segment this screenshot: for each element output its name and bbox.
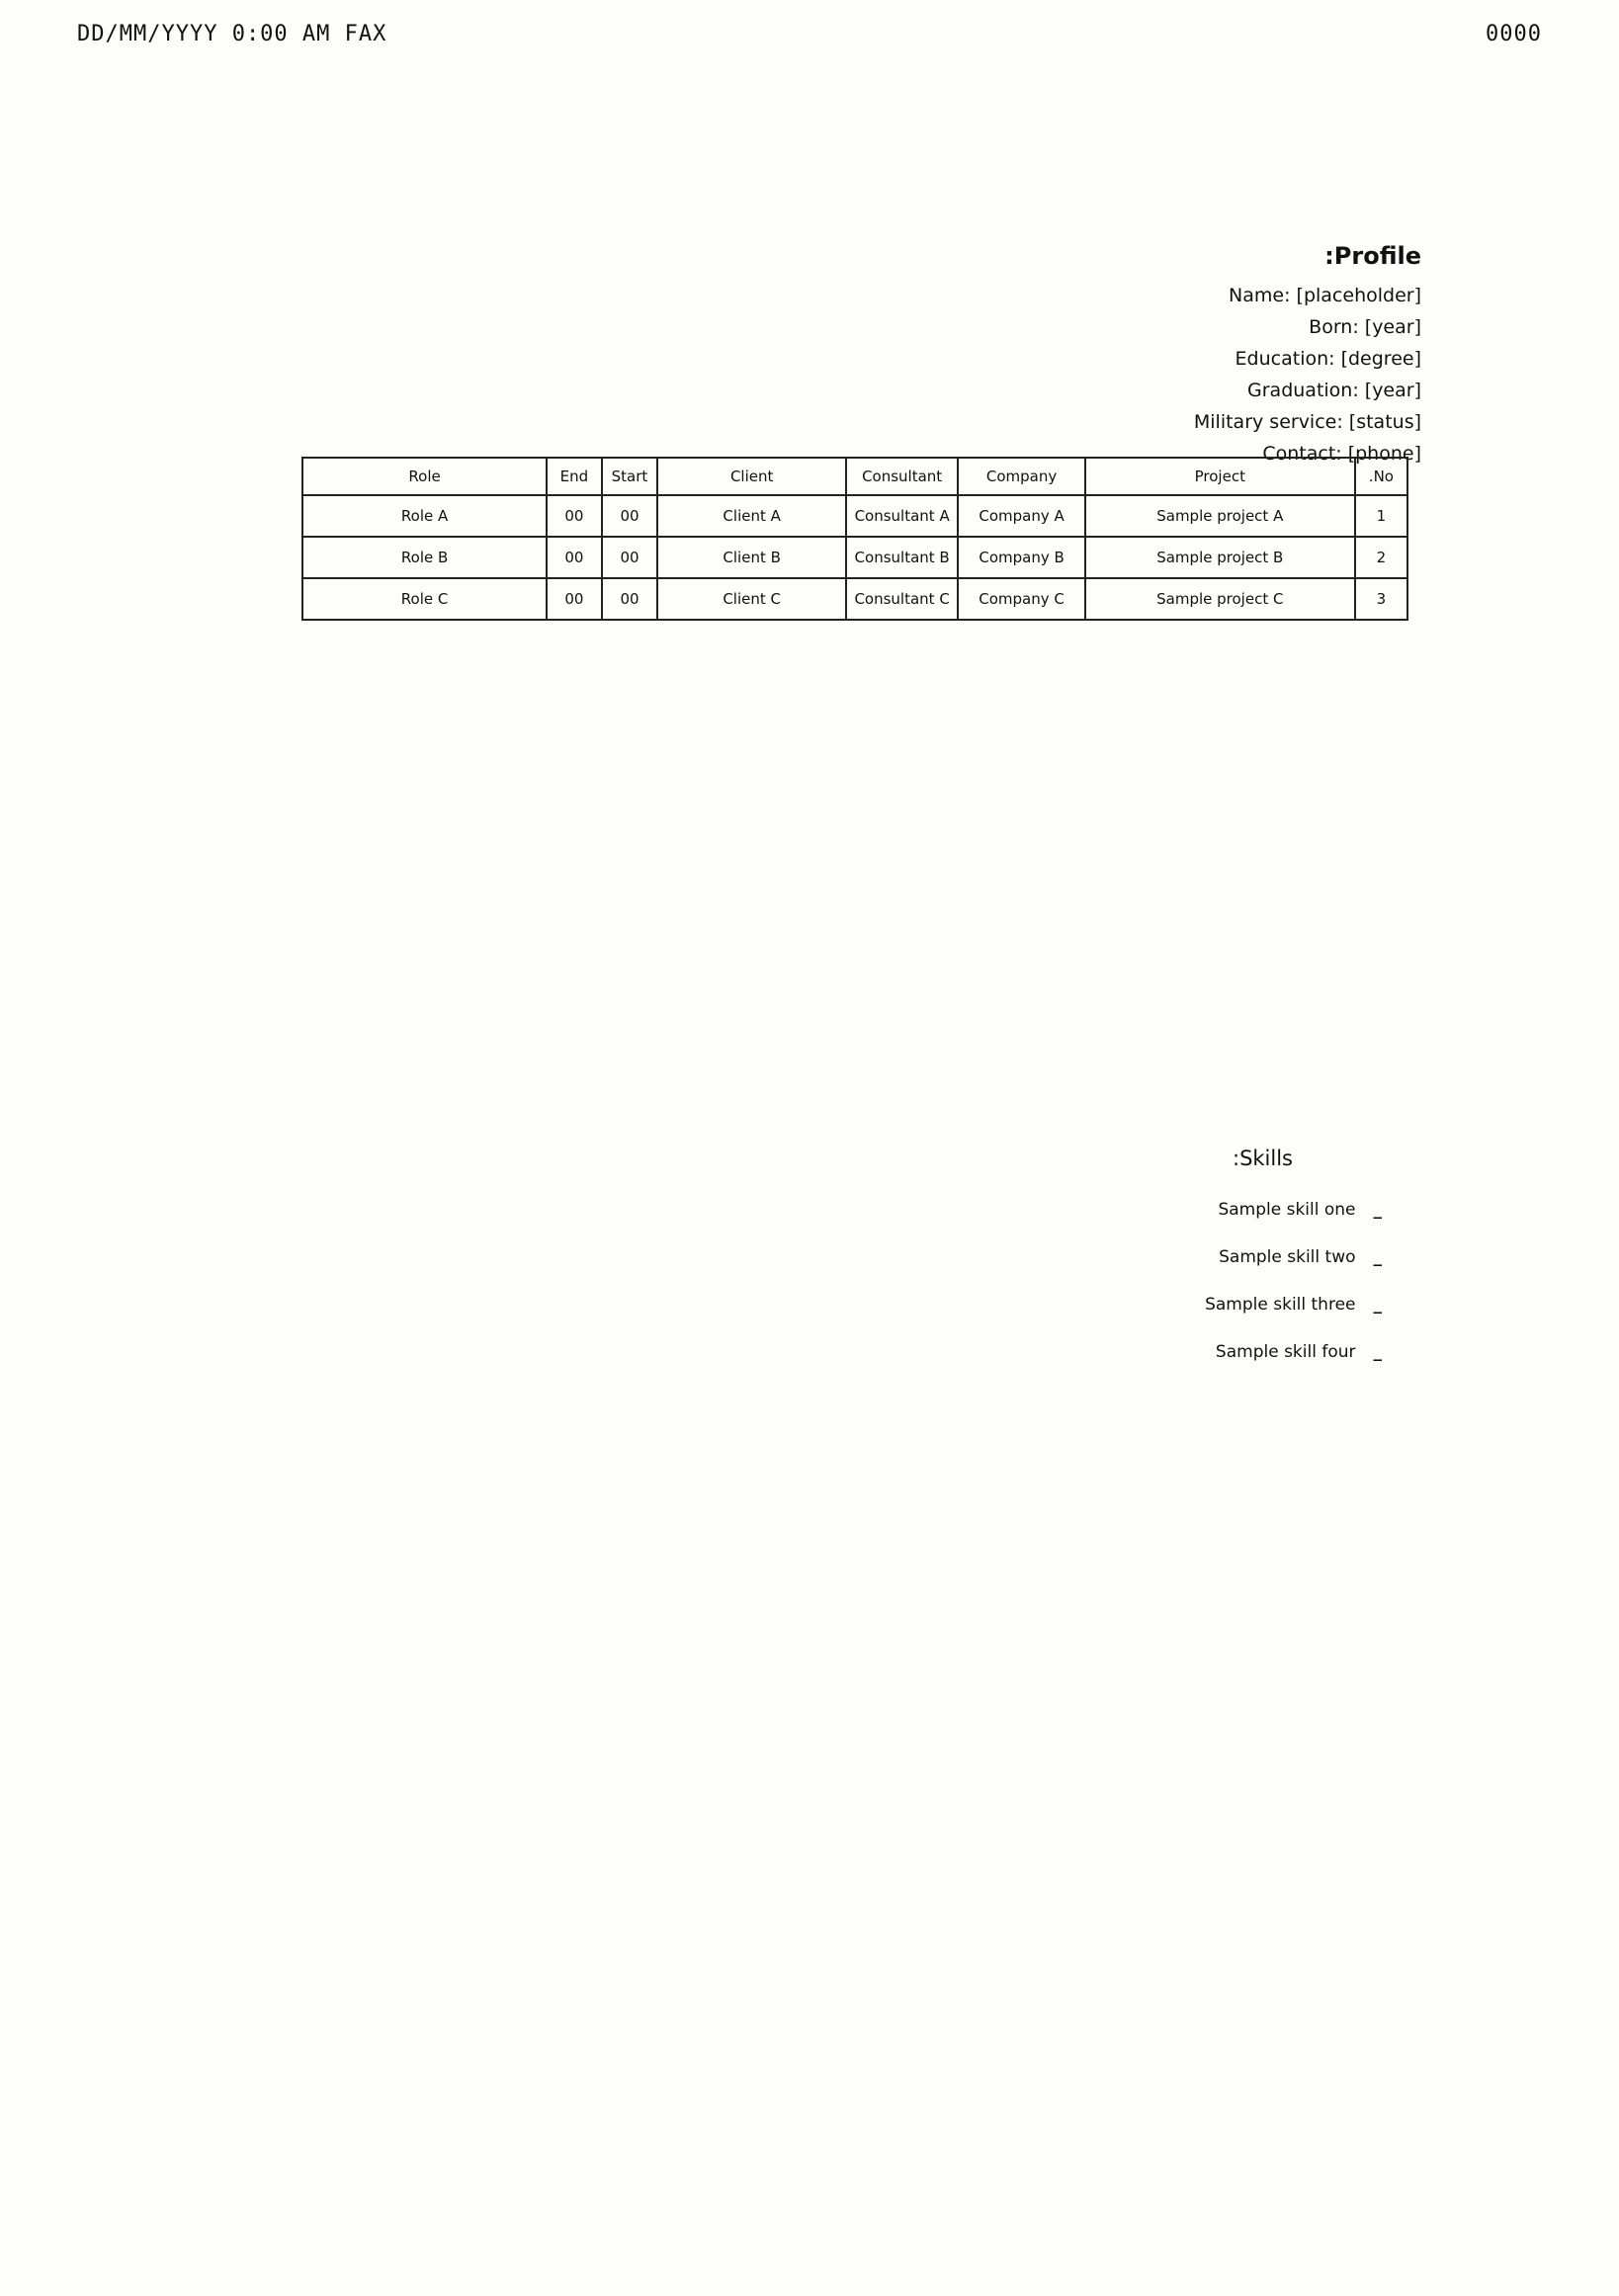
- projects-table-wrap: [301, 457, 1408, 621]
- column-header-project-name: Project: [1085, 458, 1355, 495]
- table-row: [302, 537, 1407, 578]
- column-header-role: Role: [302, 458, 547, 495]
- profile-row: Graduation: [year]: [1247, 380, 1421, 401]
- column-header-row-number: No.: [1355, 458, 1407, 495]
- column-header-company: Company: [958, 458, 1084, 495]
- bullet-dash-icon: _: [1373, 1342, 1382, 1362]
- cell-project-name: Sample project B: [1085, 537, 1355, 578]
- profile-row: Born: [year]: [1309, 316, 1421, 338]
- cell-project-name: Sample project A: [1085, 495, 1355, 537]
- skill-text: Sample skill two: [1219, 1247, 1356, 1267]
- skill-text: Sample skill three: [1205, 1295, 1356, 1315]
- projects-table: [301, 457, 1408, 621]
- skills-title: Skills:: [1232, 1147, 1293, 1170]
- cell-role: Role B: [302, 537, 547, 578]
- column-header-end-year: End: [547, 458, 601, 495]
- cell-row-number: 2: [1355, 537, 1407, 578]
- cell-row-number: 1: [1355, 495, 1407, 537]
- cell-project-name: Sample project C: [1085, 578, 1355, 620]
- bullet-dash-icon: _: [1373, 1200, 1382, 1220]
- skills-section: [492, 1147, 1382, 1376]
- cell-client: Client A: [657, 495, 846, 537]
- cell-start-year: 00: [602, 495, 658, 537]
- cell-client: Client B: [657, 537, 846, 578]
- cell-start-year: 00: [602, 578, 658, 620]
- cell-end-year: 00: [547, 495, 601, 537]
- cell-end-year: 00: [547, 537, 601, 578]
- bullet-dash-icon: _: [1373, 1247, 1382, 1267]
- skill-item: [492, 1186, 1382, 1233]
- fax-page-number: 0000: [1486, 22, 1542, 46]
- skill-text: Sample skill four: [1215, 1342, 1356, 1362]
- column-header-client: Client: [657, 458, 846, 495]
- table-row: [302, 495, 1407, 537]
- fax-header: [77, 22, 1542, 46]
- cell-company: Company C: [958, 578, 1084, 620]
- cell-consultant: Consultant B: [846, 537, 958, 578]
- skill-text: Sample skill one: [1218, 1200, 1356, 1220]
- profile-title: Profile:: [1324, 242, 1421, 270]
- cell-start-year: 00: [602, 537, 658, 578]
- skill-item: [492, 1233, 1382, 1281]
- cell-consultant: Consultant A: [846, 495, 958, 537]
- cell-consultant: Consultant C: [846, 578, 958, 620]
- profile-row: Contact: [phone]: [1262, 443, 1421, 465]
- profile-row: Education: [degree]: [1235, 348, 1421, 370]
- profile-row: Military service: [status]: [1193, 411, 1421, 433]
- cell-role: Role A: [302, 495, 547, 537]
- profile-section: [996, 242, 1421, 469]
- cell-client: Client C: [657, 578, 846, 620]
- profile-row: Name: [placeholder]: [1229, 285, 1421, 306]
- column-header-consultant: Consultant: [846, 458, 958, 495]
- bullet-dash-icon: _: [1373, 1295, 1382, 1315]
- table-row: [302, 578, 1407, 620]
- cell-end-year: 00: [547, 578, 601, 620]
- skill-item: [492, 1281, 1382, 1328]
- fax-timestamp: DD/MM/YYYY 0:00 AM FAX: [77, 22, 387, 46]
- cell-row-number: 3: [1355, 578, 1407, 620]
- column-header-start-year: Start: [602, 458, 658, 495]
- cell-role: Role C: [302, 578, 547, 620]
- cell-company: Company B: [958, 537, 1084, 578]
- cell-company: Company A: [958, 495, 1084, 537]
- skill-item: [492, 1328, 1382, 1376]
